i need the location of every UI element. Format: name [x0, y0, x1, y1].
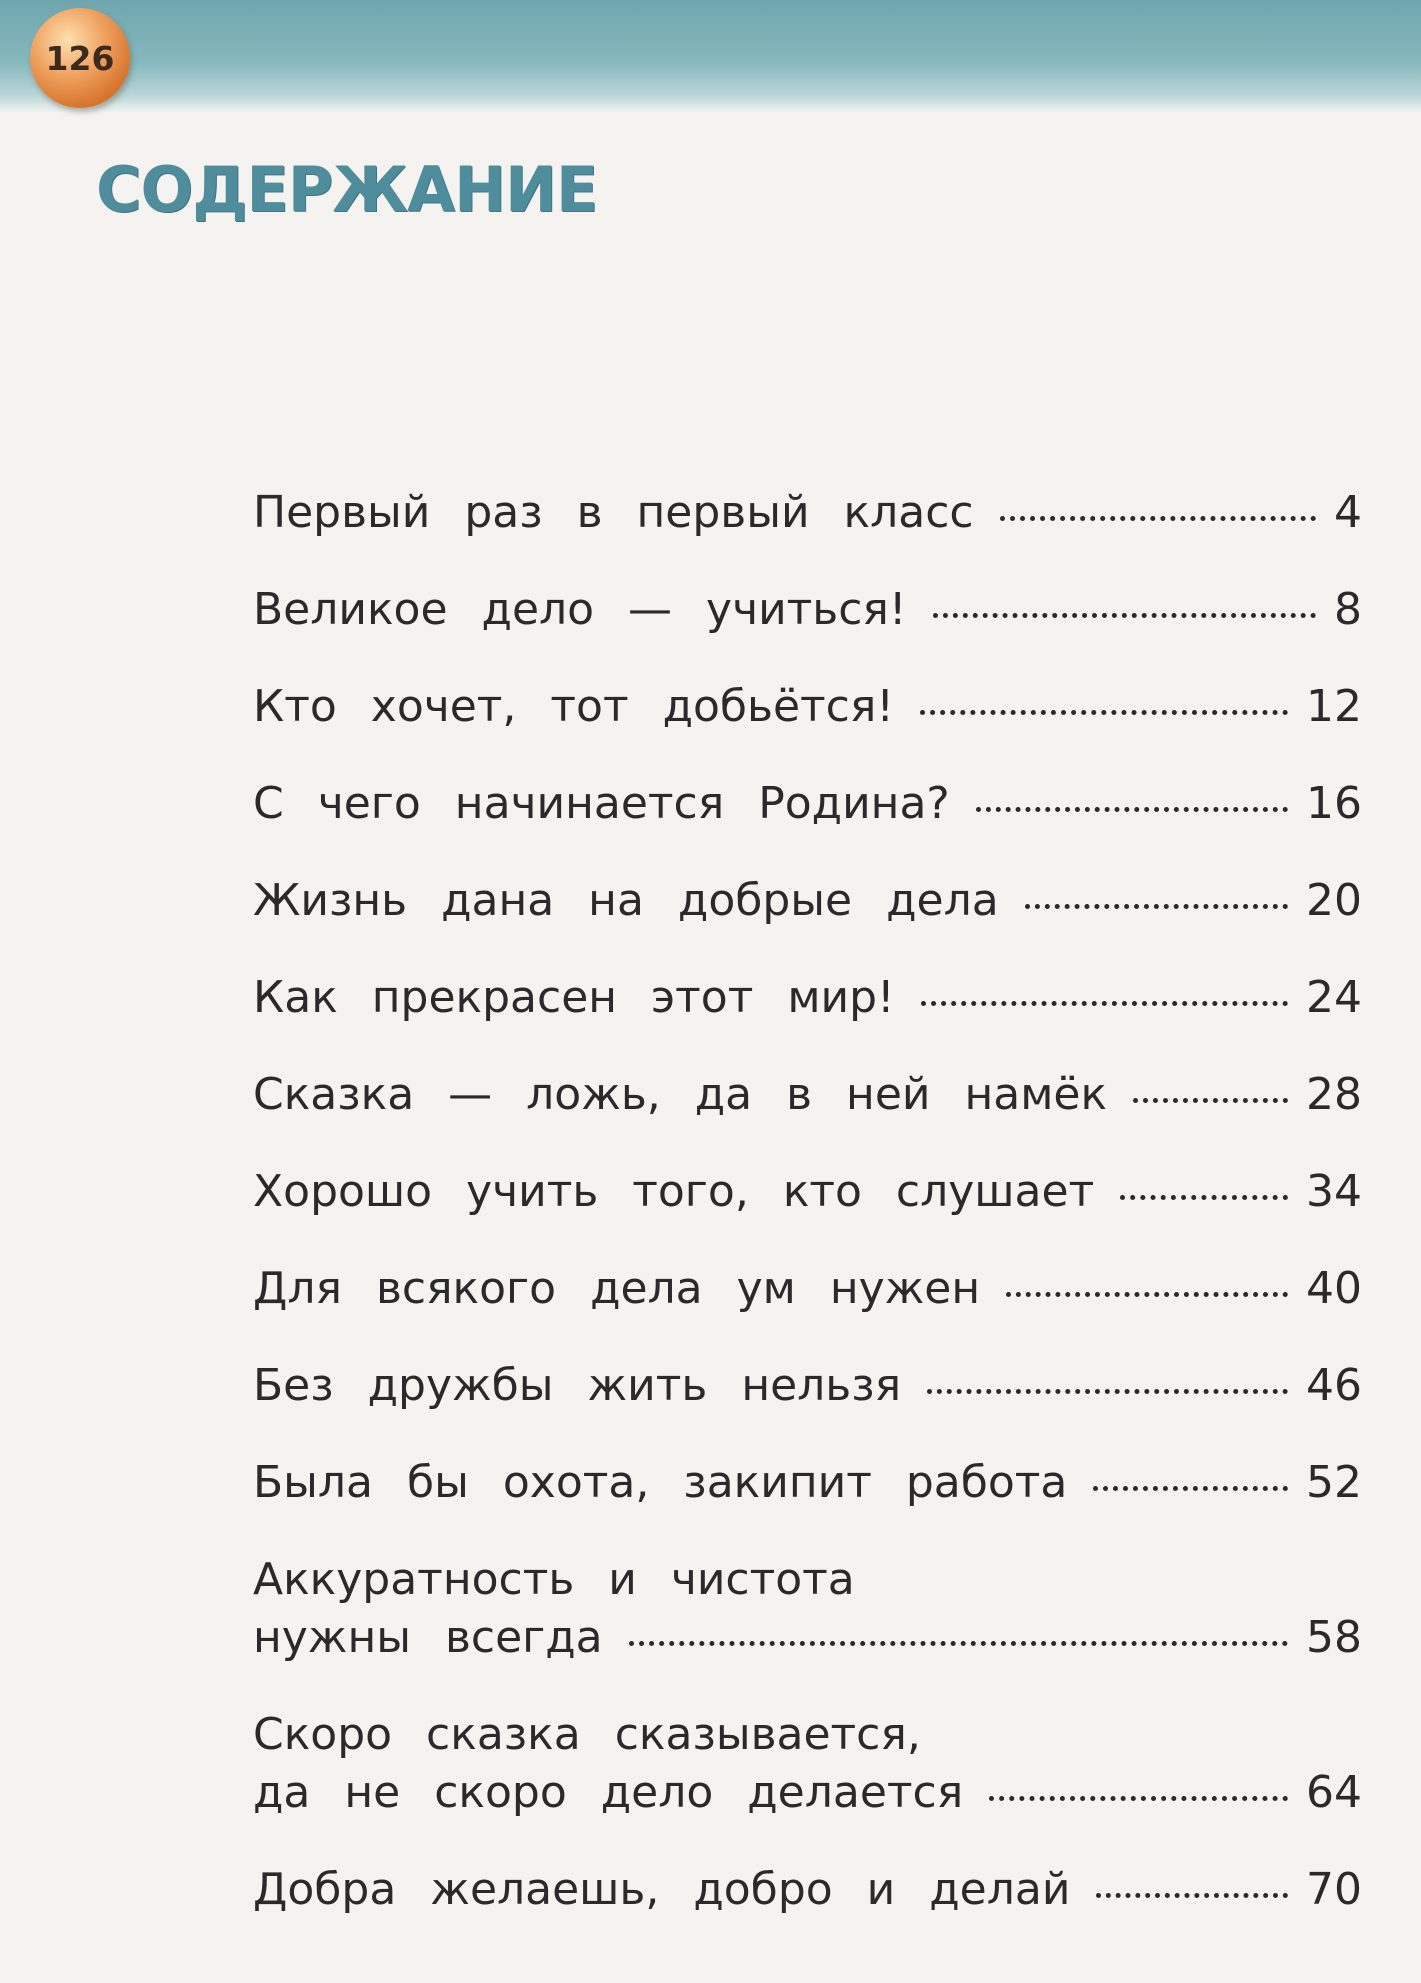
dot-leader [927, 1389, 1288, 1394]
toc-entry[interactable] [253, 872, 1362, 930]
toc-entry-title: Как прекрасен этот мир! [253, 972, 895, 1023]
toc-entry-title: Для всякого дела ум нужен [253, 1263, 981, 1314]
toc-entry-page: 24 [1306, 972, 1362, 1023]
dot-leader [1096, 1893, 1288, 1898]
toc-entry-title: Жизнь дана на добрые дела [253, 875, 999, 926]
toc-entry-page: 28 [1306, 1069, 1362, 1120]
toc-entry[interactable] [253, 1357, 1362, 1415]
toc-entry-title-block [253, 1551, 1362, 1667]
dot-leader [933, 613, 1316, 618]
dot-leader [629, 1641, 1288, 1646]
toc-entry[interactable] [253, 1260, 1362, 1318]
toc-entry[interactable] [253, 581, 1362, 639]
toc-entry-page: 52 [1306, 1457, 1362, 1508]
dot-leader [976, 807, 1288, 812]
dot-leader [1120, 1195, 1288, 1200]
dot-leader [1133, 1098, 1288, 1103]
toc-entry[interactable] [253, 484, 1362, 542]
toc-entry-title: С чего начинается Родина? [253, 778, 950, 829]
dot-leader [1000, 516, 1316, 521]
toc-entry[interactable] [253, 1163, 1362, 1221]
toc-entry-title: Была бы охота, закипит работа [253, 1457, 1068, 1508]
dot-leader [1025, 904, 1288, 909]
dot-leader [989, 1796, 1288, 1801]
toc-entry-page: 58 [1306, 1612, 1362, 1663]
toc-entry[interactable] [253, 1066, 1362, 1124]
toc-entry-page: 8 [1334, 584, 1362, 635]
toc-entry-title: Сказка — ложь, да в ней намёк [253, 1069, 1108, 1120]
toc-entry-title: Великое дело — учиться! [253, 584, 907, 635]
toc-entry-page: 64 [1306, 1767, 1362, 1818]
table-of-contents [253, 484, 1362, 1958]
toc-entry-title: Кто хочет, тот добьётся! [253, 681, 894, 732]
toc-entry[interactable] [253, 1706, 1362, 1822]
toc-entry-page: 16 [1306, 778, 1362, 829]
toc-entry[interactable] [253, 969, 1362, 1027]
dot-leader [1093, 1486, 1288, 1491]
toc-entry-title-line1: Аккуратность и чистота [253, 1554, 855, 1605]
page-number: 126 [45, 38, 115, 78]
toc-entry[interactable] [253, 1454, 1362, 1512]
page-title: СОДЕРЖАНИЕ [96, 153, 598, 226]
toc-entry-page: 46 [1306, 1360, 1362, 1411]
toc-entry-title: Без дружбы жить нельзя [253, 1360, 902, 1411]
toc-entry-title-line2: да не скоро дело делается [253, 1767, 964, 1818]
dot-leader [921, 1001, 1288, 1006]
toc-entry-last-line [253, 1764, 1362, 1822]
toc-entry-last-line [253, 1609, 1362, 1667]
dot-leader [920, 710, 1288, 715]
toc-entry-page: 70 [1306, 1864, 1362, 1915]
toc-entry-title-line2: нужны всегда [253, 1612, 603, 1663]
toc-entry-title: Хорошо учить того, кто слушает [253, 1166, 1095, 1217]
page-number-badge [30, 8, 130, 108]
toc-entry-page: 34 [1306, 1166, 1362, 1217]
toc-entry-title-block [253, 1706, 1362, 1822]
toc-entry[interactable] [253, 678, 1362, 736]
toc-entry[interactable] [253, 1861, 1362, 1919]
toc-entry-title: Добра желаешь, добро и делай [253, 1864, 1071, 1915]
toc-entry-page: 20 [1306, 875, 1362, 926]
toc-entry-page: 40 [1306, 1263, 1362, 1314]
header-band [0, 0, 1421, 112]
toc-entry[interactable] [253, 1551, 1362, 1667]
dot-leader [1006, 1292, 1288, 1297]
toc-entry-page: 4 [1334, 487, 1362, 538]
toc-entry-title: Первый раз в первый класс [253, 487, 974, 538]
toc-entry-page: 12 [1306, 681, 1362, 732]
toc-entry[interactable] [253, 775, 1362, 833]
toc-entry-title-line1: Скоро сказка сказывается, [253, 1709, 921, 1760]
